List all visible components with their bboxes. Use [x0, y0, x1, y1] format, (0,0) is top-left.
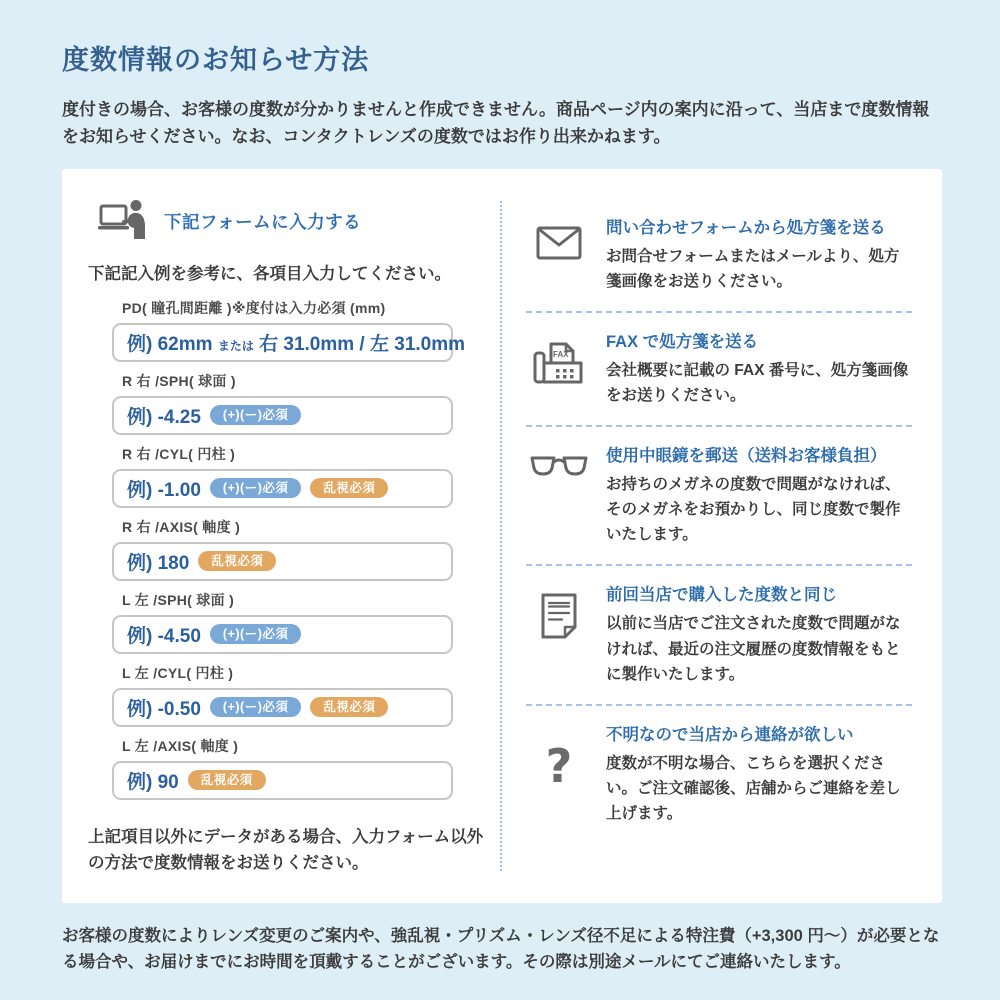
document-icon [526, 581, 592, 686]
badge-plus-minus-required: (+)(ー)必須 [210, 624, 301, 645]
method-content [606, 721, 912, 826]
form-instruction: 下記記入例を参考に、各項目入力してください。 [88, 264, 451, 283]
method-title: 前回当店で購入した度数と同じ [606, 586, 837, 605]
field-box-r-cyl [112, 469, 453, 508]
field-box-r-axis [112, 542, 453, 581]
field-box-l-axis [112, 761, 453, 800]
badge-astigmatism-required: 乱視必須 [188, 770, 266, 791]
method-body: お問合せフォームまたはメールより、処方箋画像をお送りください。 [606, 247, 900, 290]
field-box-l-cyl [112, 688, 453, 727]
field-label-pd: PD( 瞳孔間距離 )※度付は入力必須 (mm) [122, 299, 386, 316]
method-content [606, 328, 912, 408]
field-label-r-axis: R 右 /AXIS( 軸度 ) [122, 518, 241, 535]
field-example: 例) 180 [127, 552, 190, 574]
field-example: 例) -0.50 [127, 698, 201, 720]
badge-astigmatism-required: 乱視必須 [310, 697, 388, 718]
field-label-l-sph: L 左 /SPH( 球面 ) [122, 591, 235, 608]
question-icon: ? [545, 738, 573, 793]
method-fax [526, 311, 912, 425]
badge-astigmatism-required: 乱視必須 [198, 551, 276, 572]
form-column [88, 195, 484, 877]
method-contact-form [526, 199, 912, 311]
svg-text:FAX: FAX [553, 349, 569, 359]
badge-plus-minus-required: (+)(ー)必須 [210, 405, 301, 426]
field-example: 例) -4.50 [127, 625, 201, 647]
page-title: 度数情報のお知らせ方法 [62, 45, 370, 75]
form-heading: 下記フォームに入力する [164, 211, 362, 232]
field-box-l-sph [112, 615, 453, 654]
badge-plus-minus-required: (+)(ー)必須 [210, 697, 301, 718]
fax-icon [526, 328, 592, 408]
method-content [606, 581, 912, 686]
method-title: 使用中眼鏡を郵送（送料お客様負担） [606, 447, 887, 466]
badge-astigmatism-required: 乱視必須 [310, 478, 388, 499]
field-label-l-axis: L 左 /AXIS( 軸度 ) [122, 737, 239, 754]
intro-text: 度付きの場合、お客様の度数が分かりませんと作成できません。商品ページ内の案内に沿って、当店まで度数情報をお知らせください。なお、コンタクトレンズの度数ではお作り出来かねます。 [62, 100, 930, 146]
method-body: お持ちのメガネの度数で問題がなければ、そのメガネをお預かりし、同じ度数で製作いたします。 [606, 476, 901, 544]
method-body: 以前に当店でご注文された度数で問題がなければ、最近の注文履歴の度数情報をもとに製作いたします。 [606, 615, 901, 683]
badge-plus-minus-required: (+)(ー)必須 [210, 478, 301, 499]
field-label-r-sph: R 右 /SPH( 球面 ) [122, 372, 236, 389]
method-contact-me [526, 704, 912, 843]
method-content [606, 214, 912, 294]
form-fields [112, 298, 466, 800]
method-mail-glasses [526, 425, 912, 564]
mail-icon [526, 214, 592, 294]
method-title: 不明なので当店から連絡が欲しい [606, 725, 854, 744]
method-body: 会社概要に記載の FAX 番号に、処方箋画像をお送りください。 [606, 361, 909, 405]
field-box-r-sph [112, 396, 453, 435]
info-card [62, 169, 942, 903]
method-previous-order [526, 564, 912, 703]
column-divider [500, 201, 502, 871]
footer-note: お客様の度数によりレンズ変更のご案内や、強乱視・プリズム・レンズ径不足による特注費（+3,300 円～）が必要となる場合や、お届けまでにお時間を頂戴することがございます。その際は別途メールにてご連絡いたします。 [62, 926, 940, 972]
method-title: 問い合わせフォームから処方箋を送る [606, 218, 886, 237]
form-header [98, 199, 484, 244]
field-box-pd [112, 323, 466, 362]
field-example: 例) -1.00 [127, 479, 201, 501]
field-example: 例) -4.25 [127, 406, 201, 428]
method-title: FAX で処方箋を送る [606, 332, 759, 351]
field-example: 例) 90 [127, 771, 179, 793]
person-at-computer-icon [98, 199, 148, 244]
method-content [606, 442, 912, 547]
field-label-r-cyl: R 右 /CYL( 円柱 ) [122, 445, 236, 462]
glasses-icon [526, 442, 592, 547]
field-label-l-cyl: L 左 /CYL( 円柱 ) [122, 664, 234, 681]
methods-column [522, 195, 942, 877]
form-note: 上記項目以外にデータがある場合、入力フォーム以外の方法で度数情報をお送りください。 [88, 827, 484, 873]
method-body: 度数が不明な場合、こちらを選択ください。ご注文確認後、店舗からご連絡を差し上げます。 [606, 754, 901, 823]
field-example-pd: 例) 62mm または 右 31.0mm / 左 31.0mm [127, 333, 466, 355]
